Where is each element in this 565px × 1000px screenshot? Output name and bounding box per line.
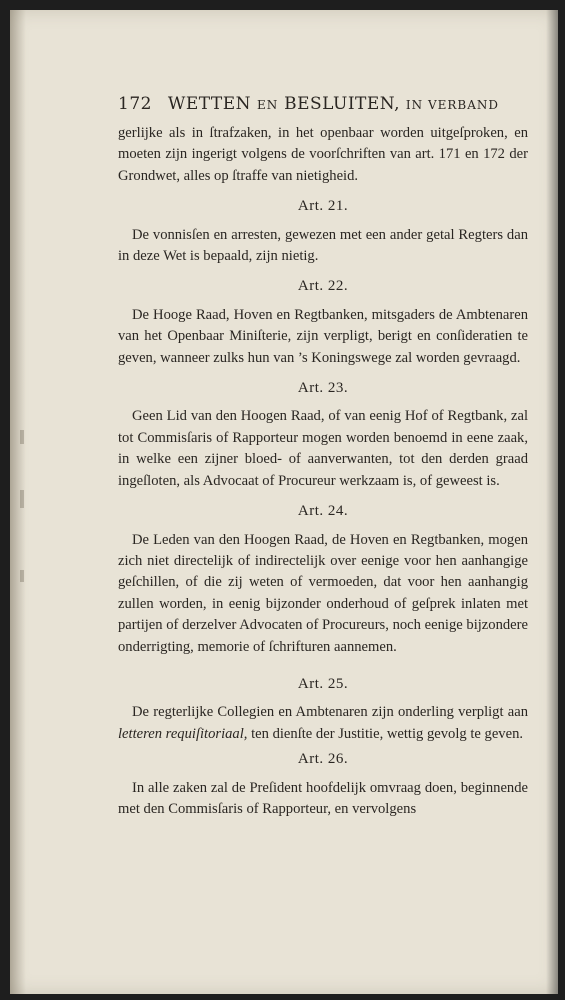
header-title-besluiten: BESLUITEN, [284,94,400,114]
article-21-heading: Art. 21. [297,198,349,215]
article-22-heading: Art. 22. [297,278,349,295]
header-title-rest: IN VERBAND [405,98,500,112]
article-25-text-start: De regterlijke Collegien en Ambtenaren zijn onderling verpligt aan [132,704,528,721]
article-24-heading: Art. 24. [297,503,349,520]
page-body [118,123,528,820]
page-stain [20,490,24,508]
article-22-text: De Hooge Raad, Hoven en Regtbanken, mitsgaders de Ambtenaren van het Openbaar Miniſterie, zijn verpligt, berigt en conſideratien te geven, wanneer zulks hun van ’s Koningswege zal worden gevraagd. [118,306,528,366]
page-number: 172 [118,94,152,114]
article-23-text: Geen Lid van den Hoogen Raad, of van eenig Hof of Regtbank, zal tot Commisſaris of Rapporteur mogen worden benoemd in eene zaak, in welke een zijner bloed- of aanverwanten, tot den derden graad ingeſloten, als Advocaat of Procureur werkzaam is, of geweest is. [118,408,528,489]
article-25-heading: Art. 25. [297,675,349,692]
article-21-text: De vonnisſen en arresten, gewezen met een ander getal Regters dan in deze Wet is bepaald, zijn nietig. [118,226,528,265]
page-stain [20,570,24,582]
article-25-italic-term: letteren requiſitoriaal, [118,725,248,742]
page-stain [20,430,24,444]
article-26-heading: Art. 26. [297,751,349,768]
running-header [118,94,528,114]
intro-paragraph: gerlijke als in ſtrafzaken, in het openbaar worden uitgeſproken, en moeten zijn ingerigt volgens de voorſchriften van art. 171 en 172 der Grondwet, alles op ſtraffe van nietigheid. [118,125,528,184]
article-25-text [118,702,528,745]
header-title-wetten: WETTEN [167,94,252,114]
article-23-heading: Art. 23. [297,380,349,397]
header-title-en: EN [256,98,279,112]
article-24-text: De Leden van den Hoogen Raad, de Hoven en Regtbanken, mogen zich niet directelijk of indirectelijk over eenige voor hen aanhangige geſchillen, of die zij weten of vermoeden, dat voor hen aanhangig zullen worden, in eenig bijzonder onderhoud of geſprek inlaten met partijen of derzelver Advocaten of Procureurs, noch eenige bijzondere onderrigting, memorie of ſchrifturen aannemen. [118,531,528,655]
article-25-text-end: ten dienſte der Justitie, wettig gevolg te geven. [251,725,524,742]
article-26-text: In alle zaken zal de Preſident hoofdelijk omvraag doen, beginnende met den Commisſaris of Rapporteur, en vervolgens [118,779,528,817]
